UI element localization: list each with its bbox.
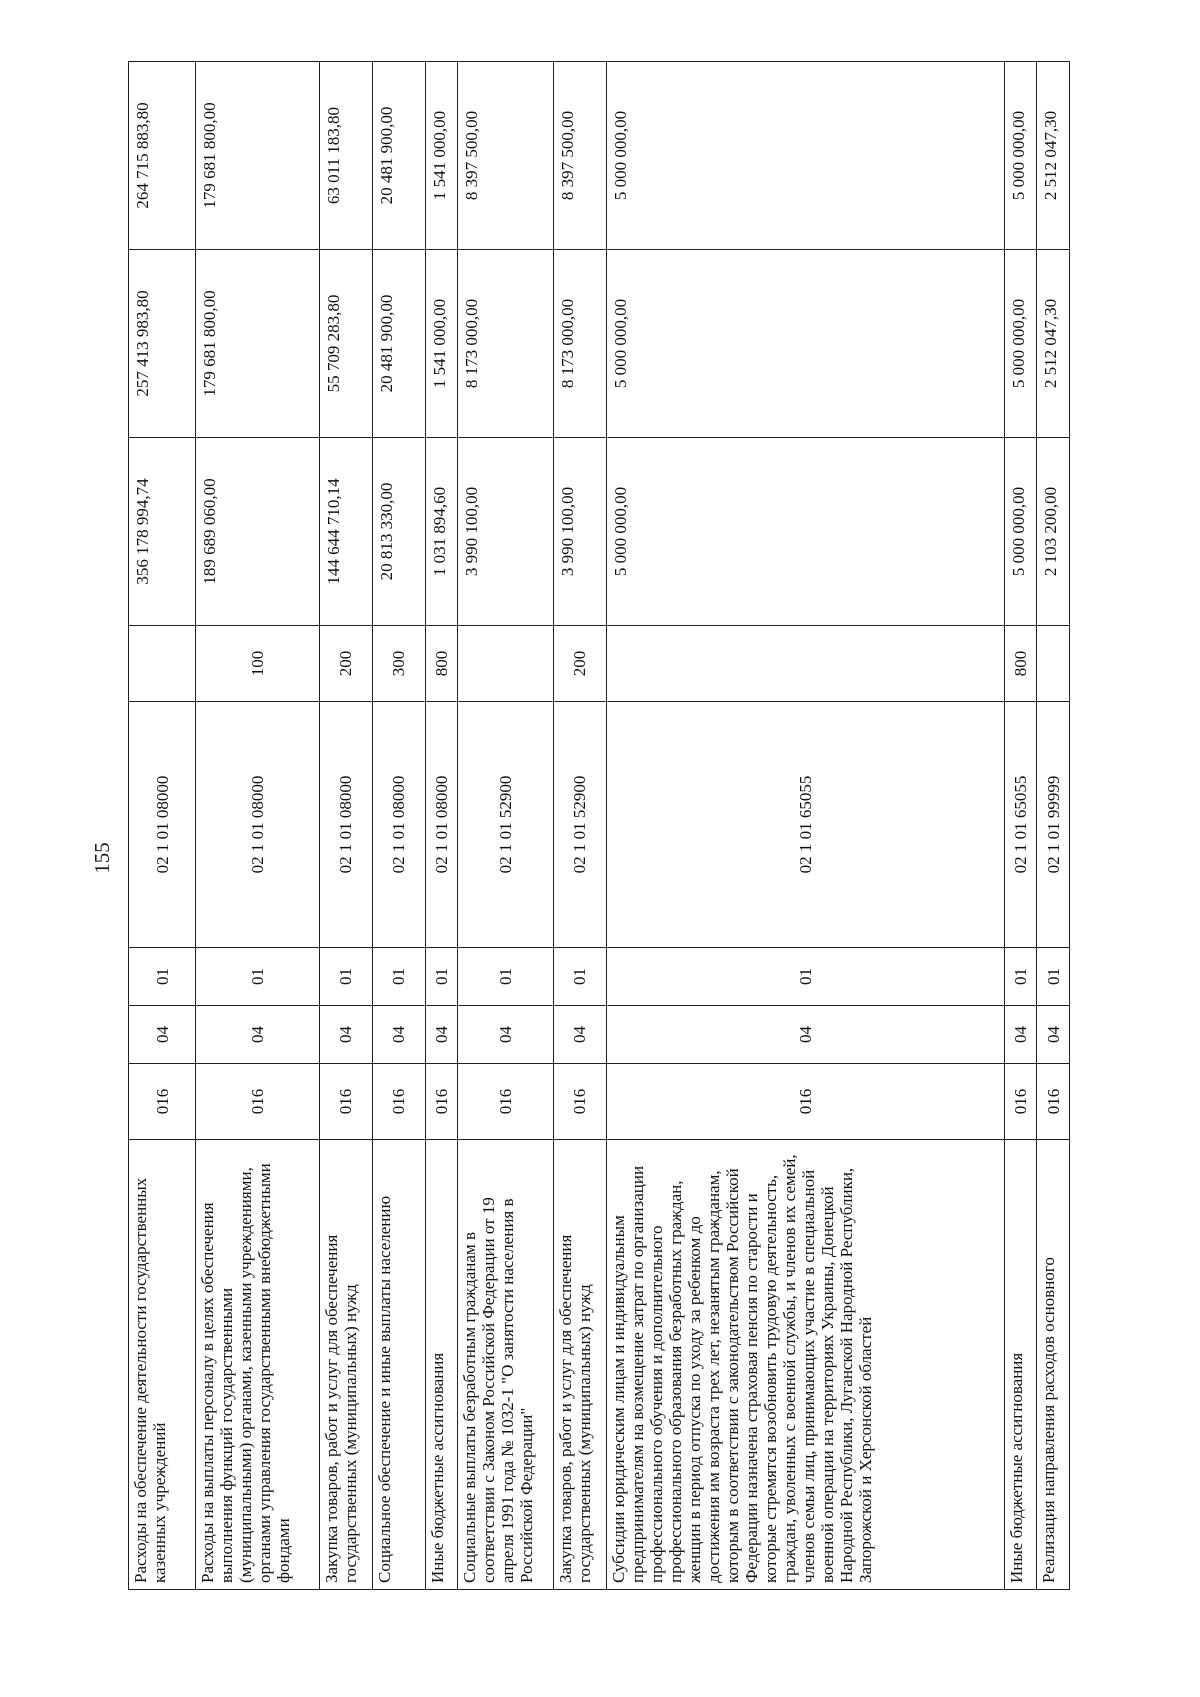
section-code: 04: [372, 1006, 425, 1064]
section-code: 04: [425, 1006, 458, 1064]
admin-code: 016: [320, 1064, 373, 1140]
admin-code: 016: [1037, 1064, 1070, 1140]
budget-table-body: [129, 62, 1070, 1590]
admin-code: 016: [372, 1064, 425, 1140]
amount-year-1: 5 000 000,00: [606, 438, 1004, 626]
admin-code: 016: [196, 1064, 320, 1140]
amount-year-3: 8 397 500,00: [553, 62, 606, 250]
section-code: 04: [553, 1006, 606, 1064]
amount-year-1: 3 990 100,00: [458, 438, 554, 626]
expense-description: Социальное обеспечение и иные выплаты населению: [372, 1140, 425, 1590]
admin-code: 016: [606, 1064, 1004, 1140]
amount-year-3: 8 397 500,00: [458, 62, 554, 250]
target-article-code: 02 1 01 65055: [606, 702, 1004, 948]
target-article-code: 02 1 01 52900: [553, 702, 606, 948]
amount-year-2: 2 512 047,30: [1037, 250, 1070, 438]
amount-year-2: 55 709 283,80: [320, 250, 373, 438]
section-code: 04: [1037, 1006, 1070, 1064]
amount-year-1: 189 689 060,00: [196, 438, 320, 626]
subsection-code: 01: [458, 948, 554, 1006]
amount-year-1: 1 031 894,60: [425, 438, 458, 626]
admin-code: 016: [1004, 1064, 1037, 1140]
expense-description: Иные бюджетные ассигнования: [1004, 1140, 1037, 1590]
subsection-code: 01: [606, 948, 1004, 1006]
target-article-code: 02 1 01 65055: [1004, 702, 1037, 948]
admin-code: 016: [425, 1064, 458, 1140]
amount-year-2: 5 000 000,00: [1004, 250, 1037, 438]
subsection-code: 01: [1037, 948, 1070, 1006]
amount-year-2: 1 541 000,00: [425, 250, 458, 438]
amount-year-3: 2 512 047,30: [1037, 62, 1070, 250]
target-article-code: 02 1 01 52900: [458, 702, 554, 948]
subsection-code: 01: [553, 948, 606, 1006]
target-article-code: 02 1 01 99999: [1037, 702, 1070, 948]
expense-description: Социальные выплаты безработным гражданам в соответствии с Законом Российской Федерации от 19 апреля 1991 года № 1032-1 "О занятости населения в Российской Федерации": [458, 1140, 554, 1590]
amount-year-1: 356 178 994,74: [129, 438, 196, 626]
expense-kind-code: 800: [425, 626, 458, 702]
amount-year-2: 257 413 983,80: [129, 250, 196, 438]
expense-description: Расходы на выплаты персоналу в целях обеспечения выполнения функций государственными (муниципальными) органами, казенными учреждениями, органами управления государственными внебюджетными фондами: [196, 1140, 320, 1590]
target-article-code: 02 1 01 08000: [372, 702, 425, 948]
expense-description: Субсидии юридическим лицам и индивидуальным предпринимателям на возмещение затрат по организации профессионального обучения и дополнительного профессионального образования безработных граждан, женщин в период отпуска по уходу за ребенком до достижения им возраста трех лет, незанятым гражданам, которым в соответствии с законодательством Российской Федерации назначена страховая пенсия по старости и которые стремятся возобновить трудовую деятельность, граждан, уволенных с военной службы, и членов их семей, членов семьи лиц, принимающих участие в специальной военной операции на территориях Украины, Донецкой Народной Республики, Луганской Народной Республики, Запорожской и Херсонской областей: [606, 1140, 1004, 1590]
expense-kind-code: 300: [372, 626, 425, 702]
subsection-code: 01: [1004, 948, 1037, 1006]
table-row: [129, 62, 196, 1590]
budget-table: [128, 61, 1070, 1590]
target-article-code: 02 1 01 08000: [129, 702, 196, 948]
admin-code: 016: [553, 1064, 606, 1140]
subsection-code: 01: [129, 948, 196, 1006]
expense-kind-code: [1037, 626, 1070, 702]
amount-year-3: 179 681 800,00: [196, 62, 320, 250]
section-code: 04: [129, 1006, 196, 1064]
table-row: [1037, 62, 1070, 1590]
table-row: [553, 62, 606, 1590]
amount-year-3: 20 481 900,00: [372, 62, 425, 250]
expense-kind-code: 100: [196, 626, 320, 702]
table-row: [320, 62, 373, 1590]
amount-year-2: 5 000 000,00: [606, 250, 1004, 438]
amount-year-3: 5 000 000,00: [606, 62, 1004, 250]
amount-year-2: 8 173 000,00: [553, 250, 606, 438]
amount-year-2: 20 481 900,00: [372, 250, 425, 438]
amount-year-1: 3 990 100,00: [553, 438, 606, 626]
target-article-code: 02 1 01 08000: [320, 702, 373, 948]
expense-kind-code: 200: [553, 626, 606, 702]
expense-description: Закупка товаров, работ и услуг для обеспечения государственных (муниципальных) нужд: [320, 1140, 373, 1590]
table-row: [372, 62, 425, 1590]
expense-description: Закупка товаров, работ и услуг для обеспечения государственных (муниципальных) нужд: [553, 1140, 606, 1590]
subsection-code: 01: [372, 948, 425, 1006]
table-row: [425, 62, 458, 1590]
section-code: 04: [196, 1006, 320, 1064]
page-number: 155: [90, 842, 114, 874]
target-article-code: 02 1 01 08000: [196, 702, 320, 948]
budget-table-container: [128, 62, 1070, 1590]
section-code: 04: [606, 1006, 1004, 1064]
amount-year-2: 179 681 800,00: [196, 250, 320, 438]
amount-year-3: 1 541 000,00: [425, 62, 458, 250]
section-code: 04: [458, 1006, 554, 1064]
expense-kind-code: 200: [320, 626, 373, 702]
section-code: 04: [320, 1006, 373, 1064]
amount-year-2: 8 173 000,00: [458, 250, 554, 438]
target-article-code: 02 1 01 08000: [425, 702, 458, 948]
amount-year-1: 2 103 200,00: [1037, 438, 1070, 626]
expense-kind-code: [129, 626, 196, 702]
expense-kind-code: [458, 626, 554, 702]
expense-description: Расходы на обеспечение деятельности государственных казенных учреждений: [129, 1140, 196, 1590]
subsection-code: 01: [425, 948, 458, 1006]
table-row: [606, 62, 1004, 1590]
subsection-code: 01: [196, 948, 320, 1006]
amount-year-3: 264 715 883,80: [129, 62, 196, 250]
expense-kind-code: [606, 626, 1004, 702]
subsection-code: 01: [320, 948, 373, 1006]
amount-year-1: 5 000 000,00: [1004, 438, 1037, 626]
amount-year-1: 144 644 710,14: [320, 438, 373, 626]
amount-year-3: 5 000 000,00: [1004, 62, 1037, 250]
amount-year-3: 63 011 183,80: [320, 62, 373, 250]
expense-kind-code: 800: [1004, 626, 1037, 702]
table-row: [1004, 62, 1037, 1590]
admin-code: 016: [129, 1064, 196, 1140]
expense-description: Иные бюджетные ассигнования: [425, 1140, 458, 1590]
admin-code: 016: [458, 1064, 554, 1140]
table-row: [196, 62, 320, 1590]
amount-year-1: 20 813 330,00: [372, 438, 425, 626]
section-code: 04: [1004, 1006, 1037, 1064]
expense-description: Реализация направления расходов основного: [1037, 1140, 1070, 1590]
table-row: [458, 62, 554, 1590]
